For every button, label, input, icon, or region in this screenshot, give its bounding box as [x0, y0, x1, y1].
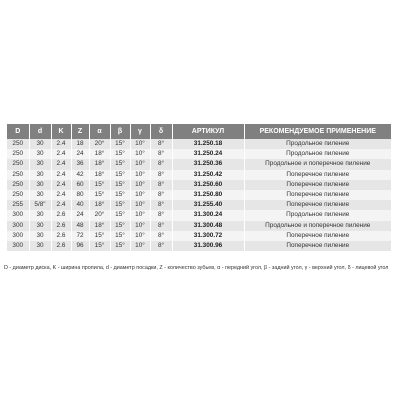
cell-delta: 8°	[150, 159, 172, 169]
cell-alpha: 15°	[89, 241, 110, 251]
cell-kerf: 2.4	[51, 200, 71, 210]
cell-teeth: 80	[71, 190, 89, 200]
table-row	[7, 241, 391, 251]
cell-beta: 15°	[110, 221, 130, 231]
cell-application: Поперечное пиление	[244, 231, 391, 241]
cell-kerf: 2.4	[51, 149, 71, 159]
header-cell-K: K	[51, 124, 71, 139]
cell-delta: 8°	[150, 170, 172, 180]
cell-gamma: 10°	[130, 159, 150, 169]
cell-alpha: 18°	[89, 149, 110, 159]
cell-application: Продольное и поперечное пиление	[244, 159, 391, 169]
cell-gamma: 10°	[130, 190, 150, 200]
cell-alpha: 20°	[89, 210, 110, 220]
cell-alpha: 18°	[89, 170, 110, 180]
legend-footnote: D - диаметр диска, K - ширина пропила, d - диаметр посадки, Z - количество зубьев, α - передний угол, β - задний угол, γ - верхний угол, δ - лицевой угол	[4, 265, 389, 271]
cell-teeth: 40	[71, 200, 89, 210]
cell-alpha: 20°	[89, 139, 110, 149]
cell-article: 31.250.36	[172, 159, 244, 169]
saw-blade-spec-table	[7, 124, 391, 251]
cell-article: 31.250.42	[172, 170, 244, 180]
cell-alpha: 18°	[89, 221, 110, 231]
cell-bore: 30	[29, 149, 51, 159]
cell-delta: 8°	[150, 139, 172, 149]
header-cell-article: АРТИКУЛ	[172, 124, 244, 139]
cell-article: 31.250.60	[172, 180, 244, 190]
cell-gamma: 10°	[130, 221, 150, 231]
cell-article: 31.300.24	[172, 210, 244, 220]
cell-delta: 8°	[150, 200, 172, 210]
cell-delta: 8°	[150, 210, 172, 220]
cell-diameter: 250	[7, 180, 29, 190]
cell-kerf: 2.4	[51, 159, 71, 169]
table-row	[7, 139, 391, 149]
cell-article: 31.250.18	[172, 139, 244, 149]
cell-bore: 30	[29, 241, 51, 251]
cell-article: 31.300.96	[172, 241, 244, 251]
table-row	[7, 221, 391, 231]
table-header-row	[7, 124, 391, 139]
cell-beta: 15°	[110, 241, 130, 251]
cell-diameter: 250	[7, 159, 29, 169]
cell-kerf: 2.6	[51, 231, 71, 241]
table-row	[7, 200, 391, 210]
cell-diameter: 250	[7, 170, 29, 180]
cell-bore: 30	[29, 210, 51, 220]
cell-alpha: 18°	[89, 200, 110, 210]
cell-diameter: 300	[7, 231, 29, 241]
cell-alpha: 18°	[89, 159, 110, 169]
cell-bore: 30	[29, 180, 51, 190]
cell-delta: 8°	[150, 241, 172, 251]
cell-application: Поперечное пиление	[244, 180, 391, 190]
cell-delta: 8°	[150, 231, 172, 241]
cell-bore: 30	[29, 159, 51, 169]
cell-gamma: 10°	[130, 139, 150, 149]
cell-alpha: 15°	[89, 180, 110, 190]
cell-diameter: 250	[7, 139, 29, 149]
table-row	[7, 190, 391, 200]
cell-diameter: 250	[7, 190, 29, 200]
cell-diameter: 300	[7, 221, 29, 231]
cell-beta: 15°	[110, 139, 130, 149]
cell-gamma: 10°	[130, 149, 150, 159]
cell-bore: 30	[29, 170, 51, 180]
cell-application: Продольное пиление	[244, 139, 391, 149]
table-row	[7, 231, 391, 241]
cell-teeth: 18	[71, 139, 89, 149]
cell-application: Продольное пиление	[244, 210, 391, 220]
cell-delta: 8°	[150, 180, 172, 190]
cell-delta: 8°	[150, 190, 172, 200]
cell-kerf: 2.4	[51, 190, 71, 200]
cell-teeth: 48	[71, 221, 89, 231]
cell-bore: 30	[29, 231, 51, 241]
cell-gamma: 10°	[130, 241, 150, 251]
cell-article: 31.250.24	[172, 149, 244, 159]
table-row	[7, 149, 391, 159]
cell-beta: 15°	[110, 159, 130, 169]
table-row	[7, 210, 391, 220]
cell-application: Поперечное пиление	[244, 190, 391, 200]
cell-teeth: 60	[71, 180, 89, 190]
header-cell-delta: δ	[150, 124, 172, 139]
cell-teeth: 72	[71, 231, 89, 241]
cell-diameter: 300	[7, 210, 29, 220]
cell-diameter: 255	[7, 200, 29, 210]
cell-kerf: 2.6	[51, 210, 71, 220]
cell-article: 31.300.72	[172, 231, 244, 241]
cell-bore: 5/8"	[29, 200, 51, 210]
cell-teeth: 96	[71, 241, 89, 251]
cell-beta: 15°	[110, 190, 130, 200]
cell-alpha: 15°	[89, 190, 110, 200]
table-body	[7, 139, 391, 251]
cell-gamma: 10°	[130, 231, 150, 241]
cell-article: 31.300.48	[172, 221, 244, 231]
cell-application: Продольное и поперечное пиление	[244, 221, 391, 231]
cell-kerf: 2.6	[51, 221, 71, 231]
cell-diameter: 250	[7, 149, 29, 159]
cell-beta: 15°	[110, 200, 130, 210]
cell-gamma: 10°	[130, 200, 150, 210]
cell-article: 31.255.40	[172, 200, 244, 210]
cell-bore: 30	[29, 221, 51, 231]
header-cell-Z: Z	[71, 124, 89, 139]
cell-gamma: 10°	[130, 210, 150, 220]
cell-bore: 30	[29, 190, 51, 200]
cell-alpha: 15°	[89, 231, 110, 241]
cell-teeth: 24	[71, 149, 89, 159]
cell-kerf: 2.6	[51, 241, 71, 251]
cell-beta: 15°	[110, 180, 130, 190]
cell-gamma: 10°	[130, 180, 150, 190]
header-cell-application: РЕКОМЕНДУЕМОЕ ПРИМЕНЕНИЕ	[244, 124, 391, 139]
cell-kerf: 2.4	[51, 139, 71, 149]
header-cell-beta: β	[110, 124, 130, 139]
header-cell-d: d	[29, 124, 51, 139]
cell-application: Поперечное пиление	[244, 200, 391, 210]
cell-application: Поперечное пиление	[244, 241, 391, 251]
cell-teeth: 42	[71, 170, 89, 180]
cell-beta: 15°	[110, 170, 130, 180]
cell-kerf: 2.4	[51, 180, 71, 190]
table-row	[7, 159, 391, 169]
cell-teeth: 36	[71, 159, 89, 169]
cell-delta: 8°	[150, 149, 172, 159]
cell-beta: 15°	[110, 149, 130, 159]
cell-bore: 30	[29, 139, 51, 149]
cell-kerf: 2.4	[51, 170, 71, 180]
cell-application: Продольное пиление	[244, 149, 391, 159]
cell-delta: 8°	[150, 221, 172, 231]
cell-teeth: 24	[71, 210, 89, 220]
header-cell-gamma: γ	[130, 124, 150, 139]
cell-gamma: 10°	[130, 170, 150, 180]
header-cell-D: D	[7, 124, 29, 139]
table-row	[7, 180, 391, 190]
cell-beta: 15°	[110, 210, 130, 220]
cell-beta: 15°	[110, 231, 130, 241]
cell-application: Поперечное пиление	[244, 170, 391, 180]
cell-diameter: 300	[7, 241, 29, 251]
cell-article: 31.250.80	[172, 190, 244, 200]
table-row	[7, 170, 391, 180]
header-cell-alpha: α	[89, 124, 110, 139]
